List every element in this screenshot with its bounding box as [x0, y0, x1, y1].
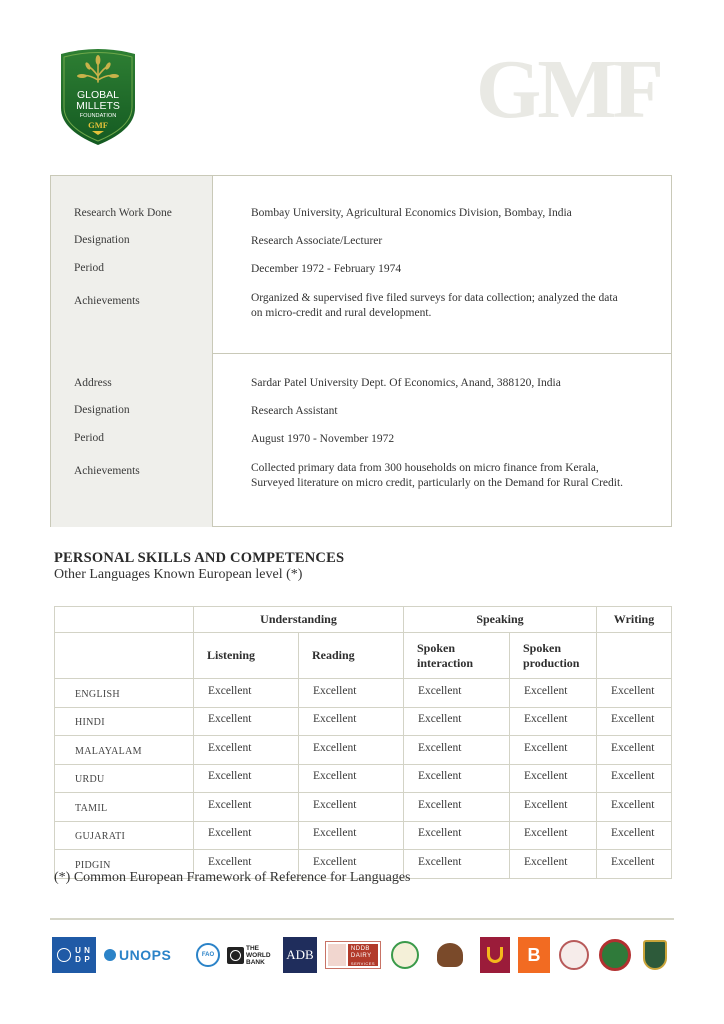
- proficiency-level-cell: Excellent: [299, 707, 404, 736]
- papua-new-guinea-emblem-logo: [428, 937, 472, 973]
- table-group-header-row: [55, 607, 672, 633]
- proficiency-level-cell: Excellent: [404, 821, 510, 850]
- field-label-address: Address: [74, 377, 112, 389]
- language-skills-table: [54, 606, 672, 879]
- experience-entry-sardar-patel-university: [51, 353, 671, 527]
- university-seal-logo-1: [558, 937, 590, 973]
- footer-divider: [50, 918, 674, 920]
- proficiency-level-cell: Excellent: [194, 764, 299, 793]
- work-experience-box: [50, 175, 672, 527]
- svg-text:FOUNDATION: FOUNDATION: [79, 113, 117, 119]
- proficiency-level-cell: Excellent: [299, 764, 404, 793]
- proficiency-level-cell: Excellent: [597, 764, 672, 793]
- field-value-designation: Research Assistant: [251, 405, 338, 417]
- nddb-dairy-services-logo: NDDB DAIRY SERVICES: [325, 941, 381, 969]
- proficiency-level-cell: Excellent: [299, 850, 404, 879]
- undp-logo: U N D P: [52, 937, 96, 973]
- un-emblem-icon: [57, 948, 71, 962]
- field-labels-panel: [51, 176, 213, 353]
- field-label-research-work-done: Research Work Done: [74, 207, 172, 219]
- table-row: [55, 764, 672, 793]
- field-value-achievements-line2: on micro-credit and rural development.: [251, 307, 432, 319]
- adb-logo: ADB: [283, 937, 317, 973]
- field-value-achievements-line1: Collected primary data from 300 households on micro finance from Kerala,: [251, 462, 599, 474]
- field-labels-panel: [51, 353, 213, 527]
- language-name: TAMIL: [55, 793, 194, 822]
- seal-icon: [559, 940, 589, 970]
- proficiency-level-cell: Excellent: [194, 707, 299, 736]
- proficiency-level-cell: Excellent: [597, 793, 672, 822]
- subheader-spoken-interaction: Spoken interaction: [404, 633, 510, 679]
- proficiency-level-cell: Excellent: [194, 679, 299, 708]
- language-rows: [55, 679, 672, 879]
- proficiency-level-cell: Excellent: [597, 736, 672, 765]
- proficiency-level-cell: Excellent: [404, 679, 510, 708]
- bank-of-baroda-logo: [518, 937, 550, 973]
- proficiency-level-cell: Excellent: [299, 736, 404, 765]
- svg-text:GLOBAL: GLOBAL: [76, 89, 120, 101]
- globe-icon: [227, 947, 244, 964]
- subheader-reading: Reading: [299, 633, 404, 679]
- partner-logos-strip: [52, 937, 676, 973]
- rwanda-emblem-logo: [390, 937, 420, 973]
- language-name: MALAYALAM: [55, 736, 194, 765]
- unops-logo: UNOPS: [104, 937, 184, 973]
- proficiency-level-cell: Excellent: [597, 679, 672, 708]
- field-label-period: Period: [74, 432, 105, 444]
- world-bank-logo: THE WORLD BANK: [227, 937, 277, 973]
- table-row: [55, 793, 672, 822]
- field-values-panel: [213, 353, 671, 527]
- proficiency-level-cell: Excellent: [404, 850, 510, 879]
- proficiency-level-cell: Excellent: [299, 793, 404, 822]
- proficiency-level-cell: Excellent: [510, 764, 597, 793]
- proficiency-level-cell: Excellent: [597, 850, 672, 879]
- language-name: PIDGIN: [55, 850, 194, 879]
- proficiency-level-cell: Excellent: [194, 736, 299, 765]
- gmf-watermark: GMF: [476, 43, 660, 136]
- footnote-cefr: (*) Common European Framework of Reference for Languages: [54, 870, 411, 885]
- shield-logo-icon: [58, 46, 138, 146]
- table-subheader-row: [55, 633, 672, 679]
- table-row: [55, 736, 672, 765]
- field-value-address: Sardar Patel University Dept. Of Economics, Anand, 388120, India: [251, 377, 561, 389]
- group-header-writing: Writing: [597, 607, 672, 633]
- field-value-designation: Research Associate/Lecturer: [251, 235, 383, 247]
- cow-emblem-icon: [328, 944, 346, 966]
- tree-seal-icon: [599, 939, 631, 971]
- proficiency-level-cell: Excellent: [597, 707, 672, 736]
- proficiency-level-cell: Excellent: [299, 679, 404, 708]
- proficiency-level-cell: Excellent: [404, 707, 510, 736]
- global-millets-foundation-logo: [58, 46, 138, 146]
- proficiency-level-cell: Excellent: [194, 821, 299, 850]
- field-label-achievements: Achievements: [74, 295, 140, 307]
- subheader-spoken-production: Spoken production: [510, 633, 597, 679]
- proficiency-level-cell: Excellent: [510, 736, 597, 765]
- fao-logo: [195, 937, 221, 973]
- proficiency-level-cell: Excellent: [510, 679, 597, 708]
- experience-entry-bombay-university: [51, 176, 671, 354]
- field-value-achievements-line2: Surveyed literature on micro credit, particularly on the Demand for Rural Credit.: [251, 477, 624, 489]
- proficiency-level-cell: Excellent: [404, 736, 510, 765]
- empty-header-cell: [55, 607, 194, 633]
- empty-subheader-cell: [55, 633, 194, 679]
- language-name: ENGLISH: [55, 679, 194, 708]
- field-label-designation: Designation: [74, 404, 130, 416]
- language-name: GUJARATI: [55, 821, 194, 850]
- field-value-research-work-done: Bombay University, Agricultural Economics Division, Bombay, India: [251, 207, 572, 219]
- crest-icon: [643, 940, 667, 970]
- section-title-personal-skills: PERSONAL SKILLS AND COMPETENCES: [54, 550, 345, 566]
- table-row: [55, 821, 672, 850]
- table-row: [55, 679, 672, 708]
- proficiency-level-cell: Excellent: [510, 850, 597, 879]
- field-value-achievements-line1: Organized & supervised five filed surveys for data collection; analyzed the data: [251, 292, 618, 304]
- punjab-national-bank-logo: [480, 937, 510, 973]
- subheader-listening: Listening: [194, 633, 299, 679]
- field-value-period: December 1972 - February 1974: [251, 263, 402, 275]
- field-label-designation: Designation: [74, 234, 130, 246]
- proficiency-level-cell: Excellent: [194, 793, 299, 822]
- language-name: URDU: [55, 764, 194, 793]
- field-label-achievements: Achievements: [74, 465, 140, 477]
- field-label-period: Period: [74, 262, 105, 274]
- proficiency-level-cell: Excellent: [510, 707, 597, 736]
- field-value-period: August 1970 - November 1972: [251, 433, 395, 445]
- language-name: HINDI: [55, 707, 194, 736]
- table-row: [55, 707, 672, 736]
- un-emblem-icon: [104, 949, 116, 961]
- bird-emblem-icon: [437, 943, 463, 967]
- svg-text:MILLETS: MILLETS: [76, 100, 120, 112]
- empty-subheader-cell-writing: [597, 633, 672, 679]
- section-subtitle-languages: Other Languages Known European level (*): [54, 567, 303, 582]
- field-values-panel: [213, 176, 671, 353]
- group-header-speaking: Speaking: [404, 607, 597, 633]
- baroda-sunrays-icon: B: [527, 944, 541, 965]
- pnb-emblem-icon: [487, 947, 503, 963]
- fao-emblem-icon: FAO: [196, 943, 220, 967]
- university-crest-logo: [640, 937, 670, 973]
- proficiency-level-cell: Excellent: [404, 764, 510, 793]
- proficiency-level-cell: Excellent: [299, 821, 404, 850]
- proficiency-level-cell: Excellent: [404, 793, 510, 822]
- seal-icon: [391, 941, 419, 969]
- sardar-patel-university-seal-logo: [598, 937, 632, 973]
- svg-text:GMF: GMF: [88, 120, 108, 130]
- proficiency-level-cell: Excellent: [597, 821, 672, 850]
- proficiency-level-cell: Excellent: [510, 821, 597, 850]
- proficiency-level-cell: Excellent: [194, 850, 299, 879]
- group-header-understanding: Understanding: [194, 607, 404, 633]
- proficiency-level-cell: Excellent: [510, 793, 597, 822]
